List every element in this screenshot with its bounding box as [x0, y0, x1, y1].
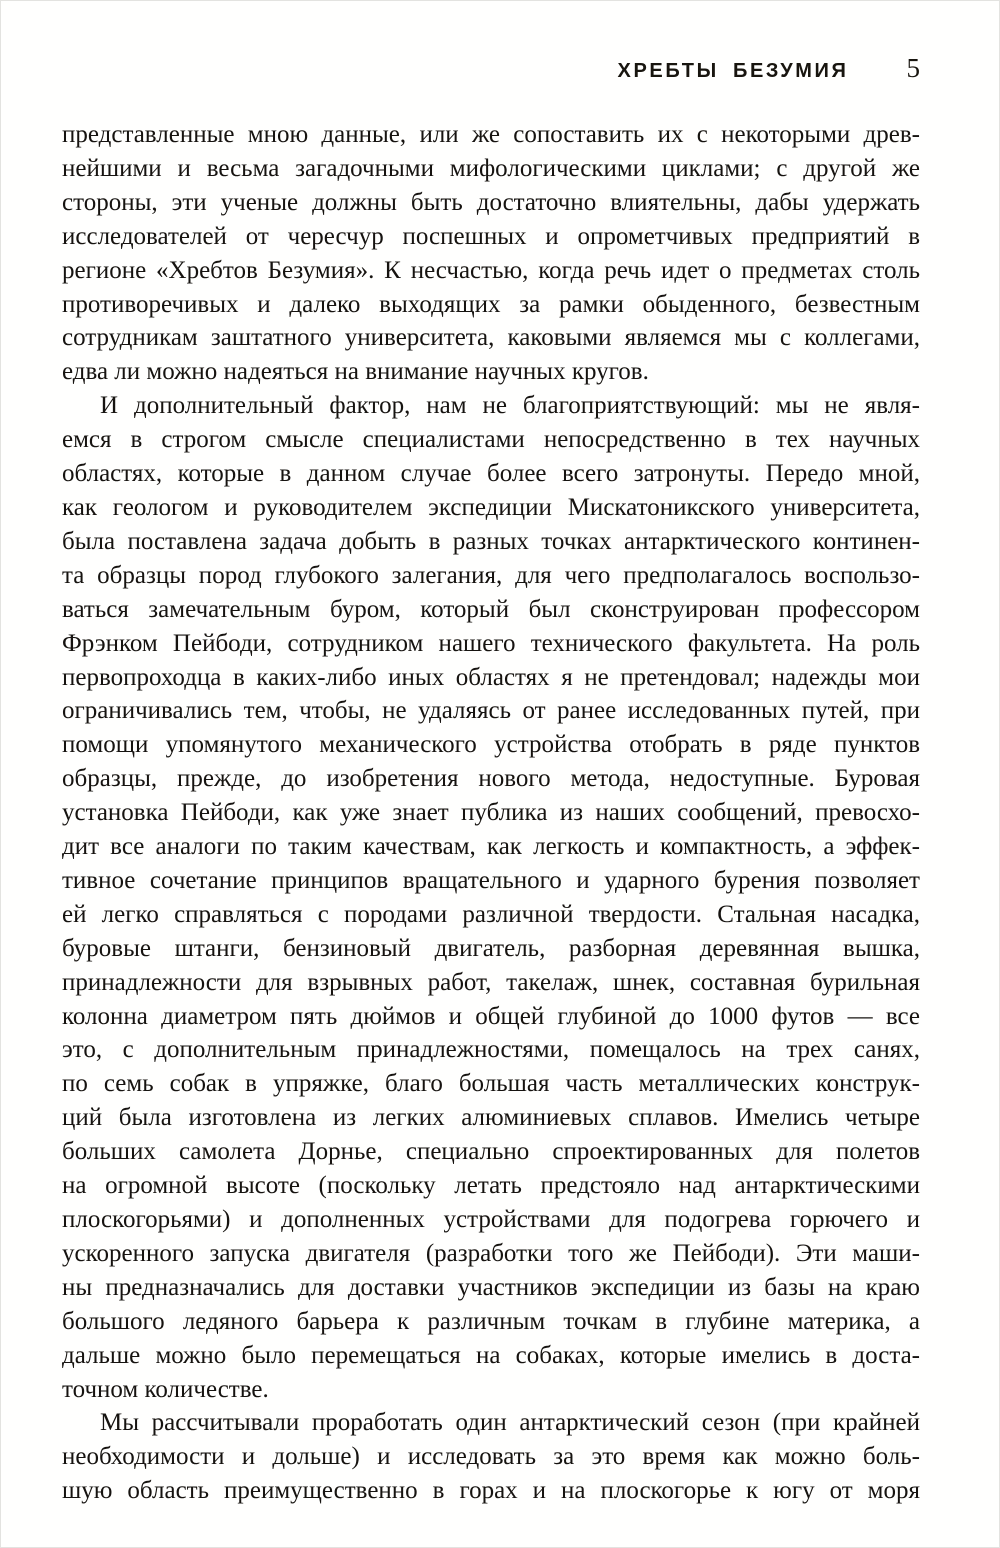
- text-line: та образцы пород глубокого залегания, для чего предполагалось воспользо-: [62, 561, 920, 589]
- paragraph: [62, 1406, 920, 1508]
- text-line: плоскогорьями) и дополненных устройствами для подогрева горючего и: [62, 1206, 920, 1233]
- text-line: это, с дополнительным принадлежностями, помещалось на трех санях,: [62, 1036, 920, 1064]
- text-line: противоречивых и далеко выходящих за рамки обыденного, безвестным: [62, 290, 920, 318]
- text-line: образцы, прежде, до изобретения нового метода, недоступные. Буровая: [62, 765, 920, 793]
- text-line: ваться замечательным буром, который был сконструирован профессором: [62, 595, 920, 623]
- text-line: Фрэнком Пейбоди, сотрудником нашего технического факультета. На роль: [62, 629, 920, 657]
- text-line: исследователей от чересчур поспешных и опрометчивых предприятий в: [62, 222, 920, 250]
- text-line: емся в строгом смысле специалистами непосредственно в тех научных: [62, 426, 920, 454]
- text-line: была поставлена задача добыть в разных точках антарктического континен-: [62, 527, 920, 555]
- text-line: тивное сочетание принципов вращательного и ударного бурения позволяет: [62, 866, 920, 894]
- text-line: стороны, эти ученые должны быть достаточно влиятельны, дабы удержать: [62, 188, 920, 216]
- paragraph: [62, 118, 920, 389]
- text-line: Мы рассчитывали проработать один антарктический сезон (при крайней: [100, 1409, 920, 1437]
- page-number: 5: [906, 53, 920, 83]
- text-line: ций была изготовлена из легких алюминиевых сплавов. Имелись четыре: [62, 1104, 920, 1132]
- running-header: [62, 53, 920, 84]
- text-line: регионе «Хребтов Безумия». К несчастью, когда речь идет о предметах столь: [62, 256, 920, 284]
- text-line: по семь собак в упряжке, благо большая часть металлических конструк-: [62, 1070, 920, 1098]
- text-line: сотрудникам заштатного университета, каковыми являемся мы с коллегами,: [62, 324, 920, 352]
- text-line: ей легко справляться с породами различной твердости. Стальная насадка,: [62, 900, 920, 928]
- text-line: дальше можно было перемещаться на собаках, которые имелись в доста-: [62, 1341, 920, 1369]
- running-header-title: ХРЕБТЫ БЕЗУМИЯ: [617, 60, 849, 82]
- text-line: колонна диаметром пять дюймов и общей глубиной до 1000 футов — все: [62, 1002, 920, 1030]
- text-line: представленные мною данные, или же сопоставить их с некоторыми древ-: [62, 121, 920, 148]
- text-line: ны предназначались для доставки участников экспедиции из базы на краю: [62, 1273, 920, 1301]
- text-line: помощи упомянутого механического устройства отобрать в ряде пунктов: [62, 731, 920, 759]
- text-line: областях, которые в данном случае более всего затронуты. Передо мной,: [62, 460, 920, 488]
- text-line: установка Пейбоди, как уже знает публика из наших сообщений, превосхо-: [62, 799, 920, 827]
- text-line: едва ли можно надеяться на внимание научных кругов.: [62, 358, 649, 386]
- text-line: ограничивались тем, чтобы, не удаляясь от ранее исследованных путей, при: [62, 697, 920, 725]
- text-line: первопроходца в каких-либо иных областях я не претендовал; надежды мои: [62, 663, 920, 691]
- text-line: буровые штанги, бензиновый двигатель, разборная деревянная вышка,: [62, 934, 920, 962]
- text-line: необходимости и дольше) и исследовать за это время как можно боль-: [62, 1443, 920, 1471]
- text-line: на огромной высоте (поскольку летать предстояло над антарктическими: [62, 1172, 920, 1200]
- text-line: нейшими и весьма загадочными мифологическими циклами; с другой же: [62, 154, 920, 182]
- text-line: ускоренного запуска двигателя (разработки того же Пейбоди). Эти маши-: [62, 1239, 920, 1267]
- page-body-text: [62, 118, 920, 1508]
- text-line: точном количестве.: [62, 1375, 269, 1403]
- text-line: шую область преимущественно в горах и на плоскогорье к югу от моря: [62, 1477, 920, 1505]
- paragraph: [62, 389, 920, 1406]
- text-line: дит все аналоги по таким качествам, как легкость и компактность, а эффек-: [62, 833, 920, 861]
- text-line: больших самолета Дорнье, специально спроектированных для полетов: [62, 1138, 920, 1166]
- text-line: как геологом и руководителем экспедиции Мискатоникского университета,: [62, 493, 920, 521]
- text-line: принадлежности для взрывных работ, такелаж, шнек, составная бурильная: [62, 968, 920, 996]
- text-line: большого ледяного барьера к различным точкам в глубине материка, а: [62, 1307, 920, 1335]
- text-line: И дополнительный фактор, нам не благоприятствующий: мы не явля-: [100, 392, 920, 420]
